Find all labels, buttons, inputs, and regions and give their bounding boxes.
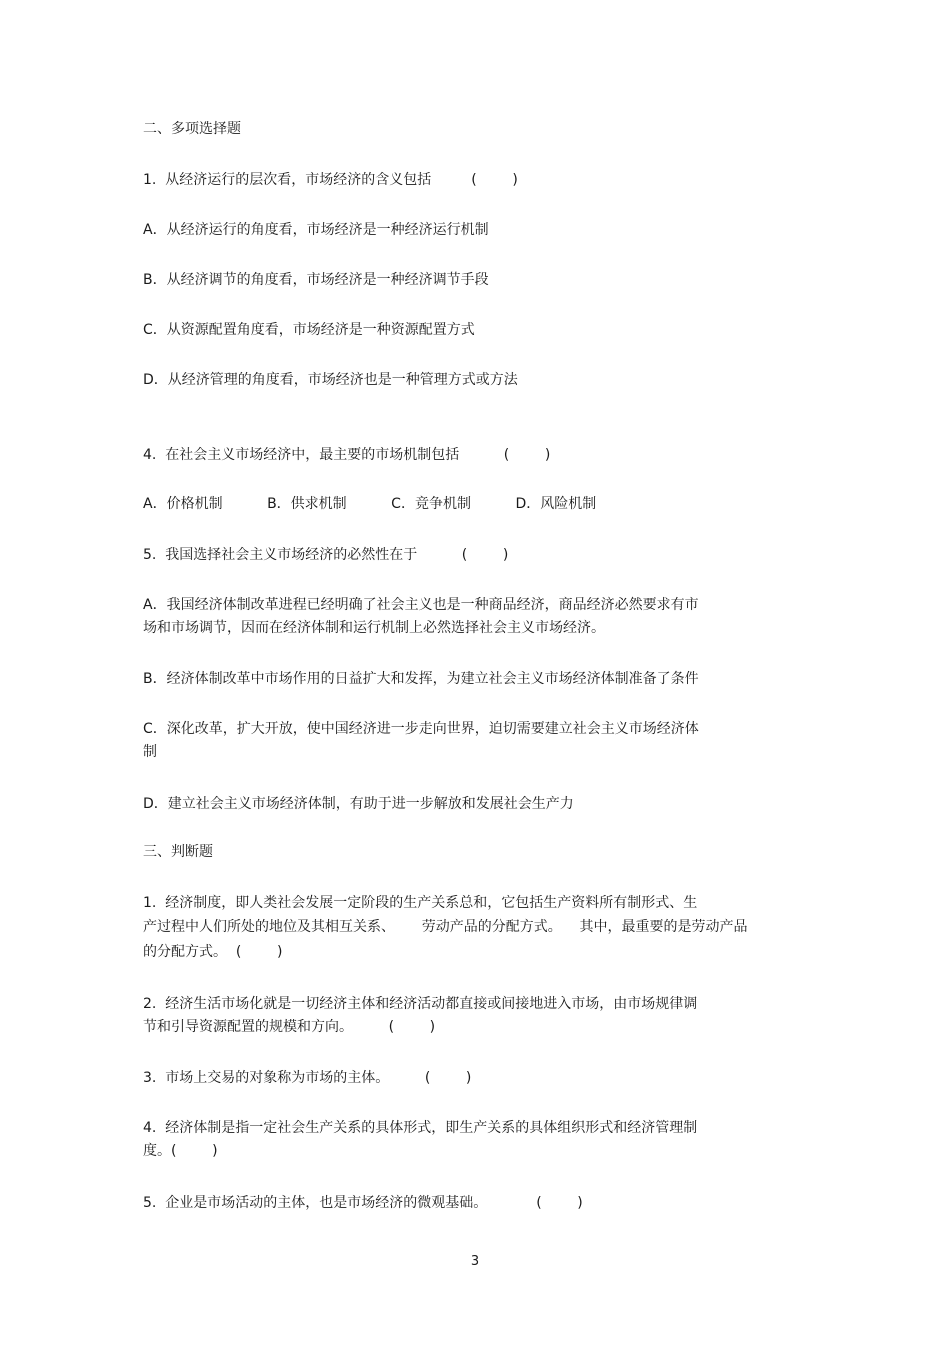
question-5-stem: 5. 我国选择社会主义市场经济的必然性在于 ( ) — [143, 547, 509, 563]
question-1-option-a: A．从经济运行的角度看，市场经济是一种经济运行机制 — [143, 222, 489, 238]
question-1-stem: 1. 从经济运行的层次看，市场经济的含义包括 ( ) — [143, 172, 518, 188]
question-4-stem: 4. 在社会主义市场经济中，最主要的市场机制包括 ( ) — [143, 447, 551, 463]
question-5-option-d: D．建立社会主义市场经济体制，有助于进一步解放和发展社会生产力 — [143, 796, 574, 812]
tf-question-1-line-1: 1. 经济制度，即人类社会发展一定阶段的生产关系总和，它包括生产资料所有制形式、生 — [143, 895, 698, 911]
page-number: 3 — [470, 1254, 480, 1269]
tf-question-2-line-1: 2. 经济生活市场化就是一切经济主体和经济活动都直接或间接地进入市场，由市场规律调 — [143, 996, 698, 1012]
section-heading-true-false: 三、判断题 — [143, 844, 213, 860]
tf-question-5: 5. 企业是市场活动的主体，也是市场经济的微观基础。 ( ) — [143, 1195, 583, 1211]
tf-question-4-line-2: 度。( ) — [143, 1143, 218, 1159]
question-5-option-b: B．经济体制改革中市场作用的日益扩大和发挥，为建立社会主义市场经济体制准备了条件 — [143, 671, 699, 687]
question-5-option-c-line-1: C．深化改革，扩大开放，使中国经济进一步走向世界，迫切需要建立社会主义市场经济体 — [143, 721, 699, 737]
question-1-option-d: D．从经济管理的角度看，市场经济也是一种管理方式或方法 — [143, 372, 518, 388]
tf-question-2-line-2: 节和引导资源配置的规模和方向。 ( ) — [143, 1019, 436, 1035]
tf-question-3: 3. 市场上交易的对象称为市场的主体。 ( ) — [143, 1070, 472, 1086]
tf-question-1-line-3: 的分配方式。 ( ) — [143, 944, 283, 960]
tf-question-4-line-1: 4. 经济体制是指一定社会生产关系的具体形式，即生产关系的具体组织形式和经济管理制 — [143, 1120, 698, 1136]
question-4-options: A．价格机制 B．供求机制 C．竞争机制 D．风险机制 — [143, 496, 597, 512]
section-heading-multi-choice: 二、多项选择题 — [143, 121, 241, 137]
question-5-option-a-line-2: 场和市场调节，因而在经济体制和运行机制上必然选择社会主义市场经济。 — [143, 620, 605, 636]
tf-question-1-line-2: 产过程中人们所处的地位及其相互关系、 劳动产品的分配方式。 其中，最重要的是劳动产品 — [143, 919, 748, 935]
question-1-option-b: B．从经济调节的角度看，市场经济是一种经济调节手段 — [143, 272, 489, 288]
question-1-option-c: C．从资源配置角度看，市场经济是一种资源配置方式 — [143, 322, 475, 338]
question-5-option-c-line-2: 制 — [143, 744, 157, 760]
question-5-option-a-line-1: A．我国经济体制改革进程已经明确了社会主义也是一种商品经济，商品经济必然要求有市 — [143, 597, 699, 613]
